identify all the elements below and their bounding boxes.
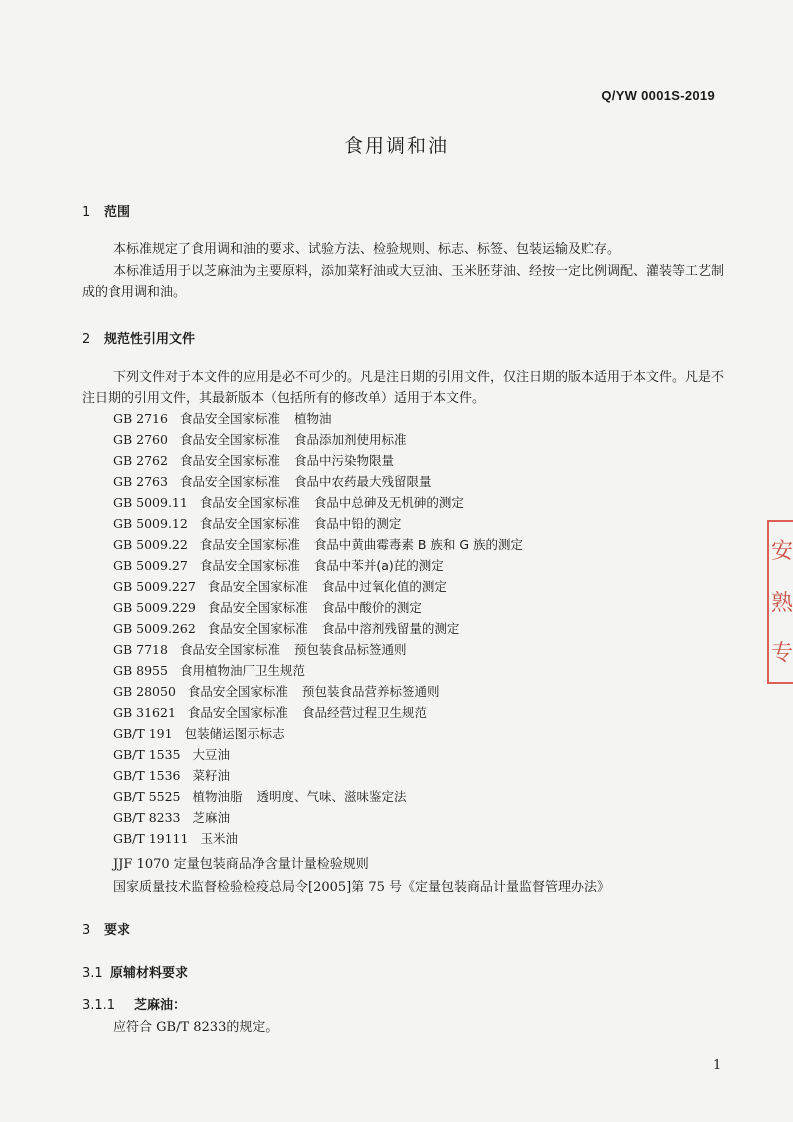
reference-item (113, 429, 523, 450)
reference-name: 食品安全国家标准 (179, 453, 280, 468)
reference-code: GB 5009.22 (113, 537, 188, 552)
reference-subtitle: 食品中黄曲霉毒素 B 族和 G 族的测定 (313, 537, 524, 552)
reference-item (113, 450, 523, 471)
reference-subtitle: 食品中铅的测定 (313, 516, 402, 531)
reference-name: 食品安全国家标准 (207, 600, 308, 615)
reference-subtitle: 透明度、气味、滋味鉴定法 (256, 789, 407, 804)
scope-paragraph-2 (82, 261, 732, 303)
reference-subtitle: 食品中污染物限量 (293, 453, 394, 468)
reference-name: 玉米油 (200, 831, 238, 846)
reference-item (113, 555, 523, 576)
reference-subtitle: 植物油 (293, 411, 332, 426)
reference-name: 食品安全国家标准 (187, 705, 288, 720)
section-number: 3.1 (82, 966, 103, 981)
reference-name: 食品安全国家标准 (179, 642, 280, 657)
reference-subtitle: 食品经营过程卫生规范 (301, 705, 427, 720)
seal-stamp: 安 熟 专 (767, 520, 793, 690)
section-title: 要求 (104, 923, 131, 938)
section-number: 3.1.1 (82, 998, 116, 1013)
reference-subtitle: 食品添加剂使用标准 (293, 432, 407, 447)
reference-code: GB 2760 (113, 432, 168, 447)
section-number: 2 (82, 332, 91, 347)
scope-paragraph-1 (82, 239, 732, 260)
section-3-heading (82, 919, 130, 938)
reference-item (113, 639, 523, 660)
reference-code: GB/T 1535 (113, 747, 181, 762)
reference-name: 食品安全国家标准 (199, 516, 300, 531)
section-number: 3 (82, 923, 91, 938)
reference-code: GB 28050 (113, 684, 176, 699)
reference-item (113, 744, 523, 765)
reference-subtitle: 食品中过氧化值的测定 (321, 579, 447, 594)
reference-name: 植物油脂 (192, 789, 243, 804)
reference-item (113, 408, 523, 429)
reference-subtitle: 食品中总砷及无机砷的测定 (313, 495, 464, 510)
reference-item (113, 513, 523, 534)
reference-subtitle: 食品中农药最大残留限量 (293, 474, 432, 489)
reference-subtitle: 预包装食品标签通则 (293, 642, 407, 657)
reference-code: GB 5009.27 (113, 558, 188, 573)
section-title: 芝麻油： (134, 998, 187, 1013)
reference-name: 食用植物油厂卫生规范 (179, 663, 305, 678)
section-title: 范围 (104, 205, 131, 220)
reference-code: GB 5009.12 (113, 516, 188, 531)
reference-name: 食品安全国家标准 (179, 474, 280, 489)
reference-code: GB 2762 (113, 453, 168, 468)
reference-code: GB 31621 (113, 705, 176, 720)
reference-list (113, 408, 523, 849)
document-title: 食用调和油 (343, 135, 449, 157)
reference-item (113, 576, 523, 597)
reference-subtitle: 食品中苯并(a)芘的测定 (313, 558, 444, 573)
reference-code: GB 7718 (113, 642, 168, 657)
reference-item (113, 786, 523, 807)
section-3-1-heading (82, 962, 188, 981)
sesame-oil-requirement: 应符合 GB/T 8233的规定。 (113, 1020, 279, 1035)
reference-code: GB/T 19111 (113, 831, 189, 846)
reference-code: GB/T 1536 (113, 768, 181, 783)
reference-code: GB 5009.227 (113, 579, 196, 594)
reference-item (113, 828, 523, 849)
reference-subtitle: 食品中溶剂残留量的测定 (321, 621, 460, 636)
references-intro-paragraph (82, 367, 732, 409)
scope-text-2: 本标准适用于以芝麻油为主要原料，添加菜籽油或大豆油、玉米胚芽油、经按一定比例调配、灌装等工艺制成的食用调和油。 (82, 264, 725, 300)
reference-code: GB 2763 (113, 474, 168, 489)
reference-item (113, 534, 523, 555)
reference-name: 大豆油 (192, 747, 231, 762)
reference-subtitle: 预包装食品营养标签通则 (301, 684, 440, 699)
reference-name: 食品安全国家标准 (179, 411, 280, 426)
section-number: 1 (82, 205, 91, 220)
reference-name: 包装储运图示标志 (184, 726, 285, 741)
scope-text-1: 本标准规定了食用调和油的要求、试验方法、检验规则、标志、标签、包装运输及贮存。 (113, 242, 621, 257)
page-number: 1 (713, 1058, 722, 1073)
reference-item (113, 702, 523, 723)
reference-item (113, 492, 523, 513)
reference-name: 食品安全国家标准 (199, 495, 300, 510)
reference-item (113, 723, 523, 744)
section-3-1-1-heading (82, 994, 186, 1013)
reference-code: GB 5009.11 (113, 495, 188, 510)
reference-name: 食品安全国家标准 (199, 558, 300, 573)
reference-code: GB/T 191 (113, 726, 173, 741)
reference-code: GB 2716 (113, 411, 168, 426)
reference-jjf: JJF 1070 定量包装商品净含量计量检验规则 (113, 857, 369, 872)
reference-item (113, 660, 523, 681)
section-title: 原辅材料要求 (110, 966, 189, 981)
reference-item (113, 765, 523, 786)
reference-item (113, 618, 523, 639)
reference-name: 食品安全国家标准 (199, 537, 300, 552)
section-2-heading (82, 328, 195, 347)
reference-item (113, 471, 523, 492)
reference-name: 食品安全国家标准 (187, 684, 288, 699)
reference-item (113, 597, 523, 618)
reference-name: 菜籽油 (192, 768, 231, 783)
reference-name: 食品安全国家标准 (207, 579, 308, 594)
reference-name: 食品安全国家标准 (179, 432, 280, 447)
references-intro-text: 下列文件对于本文件的应用是必不可少的。凡是注日期的引用文件，仅注日期的版本适用于本文件。凡是不注日期的引用文件，其最新版本（包括所有的修改单）适用于本文件。 (82, 370, 725, 406)
reference-item (113, 681, 523, 702)
section-title: 规范性引用文件 (104, 332, 196, 347)
reference-code: GB 8955 (113, 663, 168, 678)
reference-code: GB 5009.229 (113, 600, 196, 615)
reference-code: GB 5009.262 (113, 621, 196, 636)
reference-name: 食品安全国家标准 (207, 621, 308, 636)
reference-item (113, 807, 523, 828)
reference-subtitle: 食品中酸价的测定 (321, 600, 422, 615)
document-number: Q/YW 0001S-2019 (601, 88, 715, 103)
reference-name: 芝麻油 (192, 810, 231, 825)
reference-decree: 国家质量技术监督检验检疫总局令[2005]第 75 号《定量包装商品计量监督管理办法》 (113, 880, 611, 895)
reference-code: GB/T 8233 (113, 810, 181, 825)
section-1-heading (82, 201, 130, 220)
reference-code: GB/T 5525 (113, 789, 181, 804)
